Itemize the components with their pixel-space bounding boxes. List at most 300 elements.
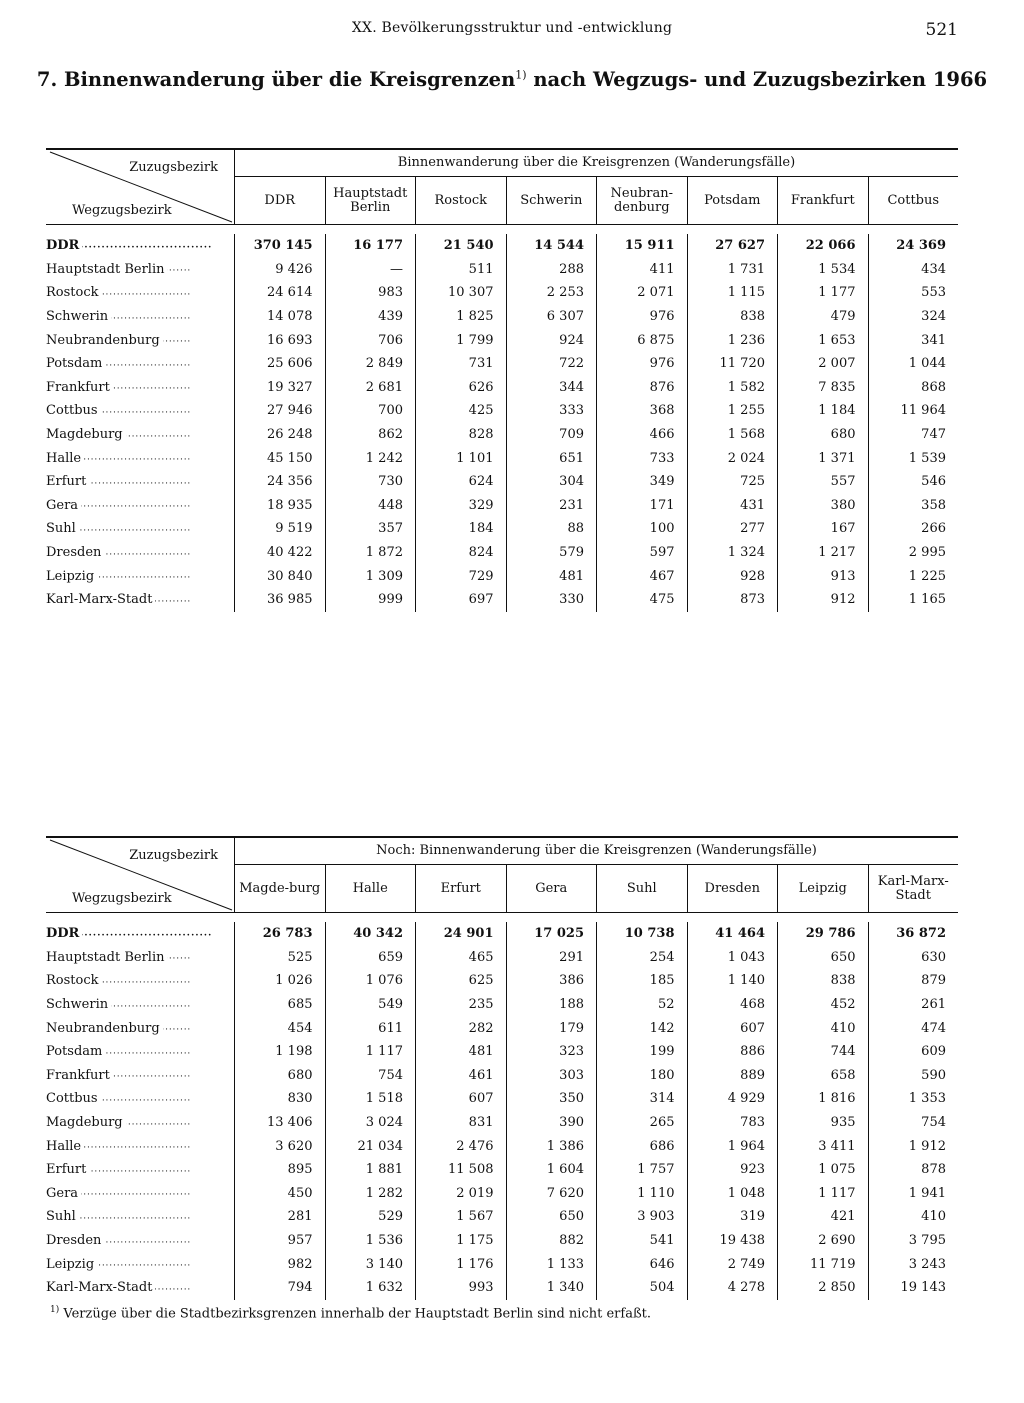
table-row: [46, 470, 958, 494]
table-cell: 553: [868, 281, 959, 305]
table-row: [46, 564, 958, 588]
table-cell: 465: [415, 946, 506, 970]
table-row: [46, 1134, 958, 1158]
table-cell: 529: [325, 1205, 416, 1229]
table-cell: 1 177: [777, 281, 868, 305]
row-label-text: Erfurt: [46, 1162, 89, 1177]
table-cell: 13 406: [267, 1115, 313, 1131]
table-cell: 100: [596, 517, 687, 541]
row-label: [46, 446, 235, 470]
table-cell: 329: [415, 494, 506, 518]
table-cell: 15 911: [596, 234, 687, 258]
table-cell: 184: [415, 517, 506, 541]
row-label-text: Dresden: [46, 1233, 104, 1248]
table-cell: 607: [687, 1016, 778, 1040]
table-cell: 1 539: [868, 446, 959, 470]
column-header: Erfurt: [415, 865, 506, 912]
table-cell: 421: [777, 1205, 868, 1229]
table-cell: 14 544: [506, 234, 597, 258]
table-cell: 452: [777, 993, 868, 1017]
table-cell: 895: [287, 1162, 313, 1178]
table-cell: 24 614: [267, 285, 313, 301]
table-row: [46, 541, 958, 565]
table-cell: 11 719: [777, 1252, 868, 1276]
column-headers: [235, 177, 958, 224]
table-cell: 26 783: [262, 926, 313, 942]
table-cell: 185: [596, 969, 687, 993]
table-cell: 541: [596, 1229, 687, 1253]
table-cell: 680: [287, 1067, 313, 1083]
row-label: [46, 1134, 235, 1158]
column-header: Suhl: [596, 865, 687, 912]
table-cell: 314: [596, 1087, 687, 1111]
row-label: [46, 376, 235, 400]
row-label-text: Cottbus: [46, 403, 101, 418]
row-label-text: Cottbus: [46, 1091, 101, 1106]
table-cell: 333: [506, 399, 597, 423]
title-suffix: nach Wegzugs- und Zuzugsbezirken 1966: [526, 68, 988, 91]
row-label-text: Gera: [46, 498, 81, 513]
table-cell: 6 875: [596, 328, 687, 352]
table-cell: 1 872: [325, 541, 416, 565]
table-cell: 304: [506, 470, 597, 494]
table-cell: 993: [415, 1276, 506, 1300]
table-cell: 142: [596, 1016, 687, 1040]
table-cell: 1 816: [777, 1087, 868, 1111]
table-cell: 1 309: [325, 564, 416, 588]
table-cell: 830: [287, 1091, 313, 1107]
column-header: Hauptstadt Berlin: [325, 177, 416, 224]
row-label: [46, 1229, 235, 1253]
table-cell: 999: [325, 588, 416, 612]
footnote-mark: 1): [50, 1305, 60, 1315]
table-cell: 2 681: [325, 376, 416, 400]
table-cell: 390: [506, 1111, 597, 1135]
table-cell: 265: [596, 1111, 687, 1135]
table-cell: 912: [777, 588, 868, 612]
table-cell: 659: [325, 946, 416, 970]
table-row: [46, 1276, 958, 1300]
table-cell: 1 881: [325, 1158, 416, 1182]
table-cell: 549: [325, 993, 416, 1017]
row-label-text: Schwerin: [46, 997, 111, 1012]
row-label-text: Hauptstadt Berlin: [46, 950, 167, 965]
column-header: Leipzig: [777, 865, 868, 912]
table-cell: 557: [777, 470, 868, 494]
table-cell: 411: [596, 258, 687, 282]
total-row: [46, 234, 958, 258]
table-cell: 1 912: [868, 1134, 959, 1158]
row-label: [46, 1276, 235, 1300]
table-cell: 4 929: [687, 1087, 778, 1111]
table-cell: 729: [415, 564, 506, 588]
row-label-text: Halle: [46, 1139, 84, 1154]
row-label: [46, 1040, 235, 1064]
table-cell: 9 426: [275, 261, 313, 277]
table-cell: 261: [868, 993, 959, 1017]
row-label: [46, 946, 235, 970]
table-cell: 1 653: [777, 328, 868, 352]
table-cell: 2 024: [687, 446, 778, 470]
table-row: [46, 1252, 958, 1276]
row-label: [46, 969, 235, 993]
table-cell: 36 872: [868, 922, 959, 946]
table-cell: 597: [596, 541, 687, 565]
table-cell: 24 369: [868, 234, 959, 258]
column-header: Frankfurt: [777, 177, 868, 224]
table-row: [46, 494, 958, 518]
row-label-text: Neubrandenburg: [46, 333, 163, 348]
table-cell: 1 632: [325, 1276, 416, 1300]
table-cell: 1 324: [687, 541, 778, 565]
row-label-text: Karl-Marx-Stadt: [46, 1280, 155, 1295]
table-cell: 27 627: [687, 234, 778, 258]
table-cell: 873: [687, 588, 778, 612]
table-cell: 935: [777, 1111, 868, 1135]
table-cell: 40 342: [325, 922, 416, 946]
table-cell: 1 115: [687, 281, 778, 305]
table-cell: 468: [687, 993, 778, 1017]
table-cell: 410: [868, 1205, 959, 1229]
table-cell: 349: [596, 470, 687, 494]
table-cell: 410: [777, 1016, 868, 1040]
row-label-text: Frankfurt: [46, 1068, 113, 1083]
row-label-text: Potsdam: [46, 356, 105, 371]
column-header: DDR: [264, 192, 296, 208]
table-cell: 454: [287, 1020, 313, 1036]
row-label-text: Leipzig: [46, 569, 97, 584]
table-cell: 982: [287, 1256, 313, 1272]
table-cell: 546: [868, 470, 959, 494]
table-cell: 3 024: [325, 1111, 416, 1135]
table-cell: 624: [415, 470, 506, 494]
table-cell: 303: [506, 1064, 597, 1088]
row-label: [46, 494, 235, 518]
table-cell: 1 175: [415, 1229, 506, 1253]
column-header: Cottbus: [868, 177, 959, 224]
table-cell: 828: [415, 423, 506, 447]
table-cell: 30 840: [267, 568, 313, 584]
running-head: XX. Bevölkerungsstruktur und -entwicklung: [351, 20, 673, 36]
table-row: [46, 281, 958, 305]
table-cell: 2 007: [777, 352, 868, 376]
table-cell: 10 307: [415, 281, 506, 305]
table-cell: 88: [506, 517, 597, 541]
table-cell: 1 242: [325, 446, 416, 470]
table-cell: 25 606: [267, 356, 313, 372]
table-cell: 282: [415, 1016, 506, 1040]
table-cell: 323: [506, 1040, 597, 1064]
table-cell: 11 964: [868, 399, 959, 423]
table-cell: 611: [325, 1016, 416, 1040]
table-cell: 235: [415, 993, 506, 1017]
table-cell: 824: [415, 541, 506, 565]
zuzugsbezirk-label: Zuzugsbezirk: [129, 160, 218, 175]
table-cell: 913: [777, 564, 868, 588]
table-cell: 266: [868, 517, 959, 541]
row-label-text: Schwerin: [46, 309, 111, 324]
span-header: Binnenwanderung über die Kreisgrenzen (Wanderungsfälle): [235, 150, 958, 177]
table-cell: 461: [415, 1064, 506, 1088]
row-label-text: Rostock: [46, 285, 102, 300]
table-cell: 686: [596, 1134, 687, 1158]
table-row: [46, 1087, 958, 1111]
table-cell: 1 534: [777, 258, 868, 282]
table-cell: 3 243: [868, 1252, 959, 1276]
table-cell: 358: [868, 494, 959, 518]
table-cell: 838: [687, 305, 778, 329]
table-cell: —: [325, 258, 416, 282]
table-cell: 370 145: [253, 238, 313, 254]
row-label-text: Gera: [46, 1186, 81, 1201]
table-cell: 731: [415, 352, 506, 376]
table-row: [46, 305, 958, 329]
table-cell: 650: [777, 946, 868, 970]
table-row: [46, 1016, 958, 1040]
table-cell: 2 995: [868, 541, 959, 565]
table-cell: 3 620: [275, 1138, 313, 1154]
table-cell: 3 795: [868, 1229, 959, 1253]
table-cell: 6 307: [506, 305, 597, 329]
row-label-text: Erfurt: [46, 474, 89, 489]
table-cell: 479: [777, 305, 868, 329]
row-label: [46, 470, 235, 494]
table-row: [46, 446, 958, 470]
table-cell: 658: [777, 1064, 868, 1088]
table-cell: 1 140: [687, 969, 778, 993]
table-cell: 1 184: [777, 399, 868, 423]
table-cell: 889: [687, 1064, 778, 1088]
table-cell: 344: [506, 376, 597, 400]
table-cell: 957: [287, 1233, 313, 1249]
table-header: [46, 148, 958, 225]
table-cell: 878: [868, 1158, 959, 1182]
table-row: [46, 328, 958, 352]
table-cell: 319: [687, 1205, 778, 1229]
table-cell: 1 117: [777, 1182, 868, 1206]
wegzugsbezirk-label: Wegzugsbezirk: [72, 891, 172, 906]
table-cell: 36 985: [267, 592, 313, 608]
table-body: [46, 225, 958, 612]
table-row: [46, 1064, 958, 1088]
table-cell: 525: [287, 949, 313, 965]
column-header: Dresden: [687, 865, 778, 912]
table-row: [46, 517, 958, 541]
table-row: [46, 376, 958, 400]
row-label: [46, 281, 235, 305]
table-cell: 19 143: [868, 1276, 959, 1300]
table-cell: 21 034: [325, 1134, 416, 1158]
table-cell: 1 964: [687, 1134, 778, 1158]
row-label: [46, 352, 235, 376]
row-label-text: DDR: [46, 926, 82, 941]
table-cell: 2 253: [506, 281, 597, 305]
table-cell: 609: [868, 1040, 959, 1064]
row-label: [46, 423, 235, 447]
row-label-text: Frankfurt: [46, 380, 113, 395]
table-cell: 16 177: [325, 234, 416, 258]
table-cell: 2 690: [777, 1229, 868, 1253]
table-cell: 1 582: [687, 376, 778, 400]
table-cell: 697: [415, 588, 506, 612]
column-header: Potsdam: [687, 177, 778, 224]
table-cell: 831: [415, 1111, 506, 1135]
table-cell: 1 217: [777, 541, 868, 565]
migration-table-1: [46, 148, 958, 612]
table-cell: 680: [777, 423, 868, 447]
table-cell: 481: [506, 564, 597, 588]
table-cell: 685: [287, 997, 313, 1013]
table-cell: 923: [687, 1158, 778, 1182]
table-row: [46, 1182, 958, 1206]
table-cell: 1 386: [506, 1134, 597, 1158]
table-row: [46, 946, 958, 970]
table-cell: 474: [868, 1016, 959, 1040]
table-cell: 651: [506, 446, 597, 470]
row-label-text: Hauptstadt Berlin: [46, 262, 167, 277]
table-cell: 341: [868, 328, 959, 352]
table-cell: 882: [506, 1229, 597, 1253]
table-cell: 754: [868, 1111, 959, 1135]
table-cell: 26 248: [267, 427, 313, 443]
table-row: [46, 1158, 958, 1182]
table-cell: 747: [868, 423, 959, 447]
table-cell: 838: [777, 969, 868, 993]
column-header: Gera: [506, 865, 597, 912]
table-cell: 879: [868, 969, 959, 993]
table-cell: 1 757: [596, 1158, 687, 1182]
row-label-text: Neubrandenburg: [46, 1021, 163, 1036]
table-row: [46, 969, 958, 993]
table-cell: 231: [506, 494, 597, 518]
table-row: [46, 1205, 958, 1229]
table-cell: 709: [506, 423, 597, 447]
table-cell: 2 476: [415, 1134, 506, 1158]
table-cell: 167: [777, 517, 868, 541]
table-cell: 1 043: [687, 946, 778, 970]
row-label: [46, 588, 235, 612]
table-cell: 1 165: [868, 588, 959, 612]
table-cell: 24 901: [415, 922, 506, 946]
table-row: [46, 1040, 958, 1064]
table-cell: 1 110: [596, 1182, 687, 1206]
row-label: [46, 1111, 235, 1135]
table-cell: 1 731: [687, 258, 778, 282]
table-cell: 439: [325, 305, 416, 329]
table-cell: 481: [415, 1040, 506, 1064]
table-cell: 425: [415, 399, 506, 423]
table-cell: 2 749: [687, 1252, 778, 1276]
table-cell: 928: [687, 564, 778, 588]
row-label-text: Suhl: [46, 521, 79, 536]
table-cell: 7 620: [506, 1182, 597, 1206]
table-cell: 1 101: [415, 446, 506, 470]
table-cell: 1 825: [415, 305, 506, 329]
stub-header: [46, 150, 235, 224]
table-cell: 45 150: [267, 450, 313, 466]
table-cell: 590: [868, 1064, 959, 1088]
row-label-text: Halle: [46, 451, 84, 466]
table-cell: 1 371: [777, 446, 868, 470]
row-label: [46, 399, 235, 423]
migration-table-2: [46, 836, 958, 1300]
table-row: [46, 399, 958, 423]
row-label: [46, 1205, 235, 1229]
table-cell: 725: [687, 470, 778, 494]
table-row: [46, 1229, 958, 1253]
row-label: [46, 922, 235, 946]
table-cell: 2 849: [325, 352, 416, 376]
column-header: Rostock: [415, 177, 506, 224]
table-cell: 626: [415, 376, 506, 400]
table-cell: 14 078: [267, 309, 313, 325]
row-label-text: Karl-Marx-Stadt: [46, 592, 155, 607]
footnote: [50, 1305, 651, 1321]
row-label: [46, 1087, 235, 1111]
table-cell: 1 353: [868, 1087, 959, 1111]
row-label: [46, 1016, 235, 1040]
table-cell: 171: [596, 494, 687, 518]
row-label-text: DDR: [46, 238, 82, 253]
table-cell: 29 786: [777, 922, 868, 946]
table-cell: 16 693: [267, 332, 313, 348]
table-cell: 1 075: [777, 1158, 868, 1182]
table-cell: 1 255: [687, 399, 778, 423]
table-row: [46, 352, 958, 376]
table-cell: 466: [596, 423, 687, 447]
table-cell: 1 133: [506, 1252, 597, 1276]
table-cell: 511: [415, 258, 506, 282]
table-body: [46, 913, 958, 1300]
column-header: Neubran-denburg: [596, 177, 687, 224]
table-cell: 368: [596, 399, 687, 423]
table-cell: 2 850: [777, 1276, 868, 1300]
table-cell: 450: [287, 1185, 313, 1201]
table-cell: 700: [325, 399, 416, 423]
row-label: [46, 1158, 235, 1182]
table-cell: 1 198: [275, 1044, 313, 1060]
table-cell: 180: [596, 1064, 687, 1088]
table-cell: 11 720: [687, 352, 778, 376]
table-cell: 9 519: [275, 521, 313, 537]
table-cell: 862: [325, 423, 416, 447]
table-cell: 2 019: [415, 1182, 506, 1206]
row-label-text: Rostock: [46, 973, 102, 988]
table-cell: 22 066: [777, 234, 868, 258]
table-cell: 386: [506, 969, 597, 993]
table-row: [46, 258, 958, 282]
table-cell: 4 278: [687, 1276, 778, 1300]
table-cell: 868: [868, 376, 959, 400]
table-cell: 18 935: [267, 497, 313, 513]
table-cell: 188: [506, 993, 597, 1017]
row-label: [46, 258, 235, 282]
table-cell: 179: [506, 1016, 597, 1040]
table-cell: 3 140: [325, 1252, 416, 1276]
table-cell: 7 835: [777, 376, 868, 400]
table-cell: 1 176: [415, 1252, 506, 1276]
table-cell: 1 941: [868, 1182, 959, 1206]
table-cell: 19 438: [687, 1229, 778, 1253]
table-cell: 1 282: [325, 1182, 416, 1206]
table-cell: 579: [506, 541, 597, 565]
row-label: [46, 328, 235, 352]
table-cell: 630: [868, 946, 959, 970]
table-cell: 1 048: [687, 1182, 778, 1206]
row-label-text: Suhl: [46, 1209, 79, 1224]
footnote-text: Verzüge über die Stadtbezirksgrenzen innerhalb der Hauptstadt Berlin sind nicht erfaßt.: [59, 1306, 651, 1322]
table-cell: 330: [506, 588, 597, 612]
